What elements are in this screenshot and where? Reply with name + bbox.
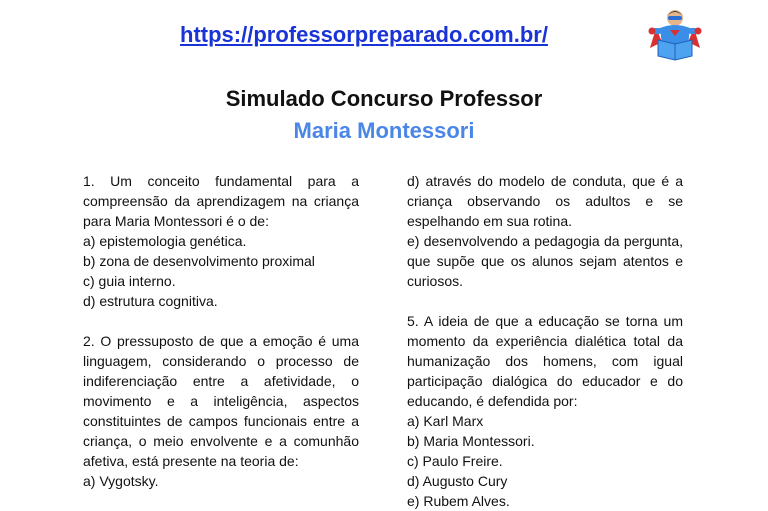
- answer-option: d) através do modelo de conduta, que é a criança observando os adultos e se espelhando em sua rotina.: [407, 173, 683, 229]
- answer-option: b) zona de desenvolvimento proximal: [83, 253, 315, 269]
- question-1: [83, 171, 359, 311]
- question-stem: 5. A ideia de que a educação se torna um momento da experiência dialética total da humanização dos homens, com igual participação dialógica do educador e do educando, é defendida por:: [407, 313, 683, 409]
- answer-option: b) Maria Montessori.: [407, 433, 535, 449]
- question-4-continuation: [407, 171, 683, 291]
- page-title: Simulado Concurso Professor: [225, 86, 543, 111]
- answer-option: a) Karl Marx: [407, 413, 484, 429]
- left-column: [83, 171, 359, 491]
- question-stem: 1. Um conceito fundamental para a compreensão da aprendizagem na criança para Maria Montessori é o de:: [83, 173, 359, 229]
- answer-option: e) desenvolvendo a pedagogia da pergunta, que supõe que os alunos sejam atentos e curiosos.: [407, 233, 683, 289]
- answer-option: d) Augusto Cury: [407, 473, 508, 489]
- answer-option: a) epistemologia genética.: [83, 233, 247, 249]
- answer-option: e) Rubem Alves.: [407, 493, 510, 509]
- answer-option: d) estrutura cognitiva.: [83, 293, 218, 309]
- page-subtitle: Maria Montessori: [293, 118, 475, 143]
- answer-option: a) Vygotsky.: [83, 473, 159, 489]
- superhero-teacher-logo-icon: [646, 6, 704, 64]
- answer-option: c) guia interno.: [83, 273, 176, 289]
- question-2: [83, 331, 359, 491]
- site-url-link[interactable]: https://professorpreparado.com.br/: [180, 22, 548, 47]
- answer-option: c) Paulo Freire.: [407, 453, 503, 469]
- question-stem: 2. O pressuposto de que a emoção é uma linguagem, considerando o processo de indiferenciação entre a afetividade, o movimento e a inteligência, aspectos constituintes de campos funcionais entre a criança, o meio envolvente e a comunhão afetiva, está presente na teoria de:: [83, 333, 359, 469]
- question-5: [407, 311, 683, 511]
- right-column: [407, 171, 683, 511]
